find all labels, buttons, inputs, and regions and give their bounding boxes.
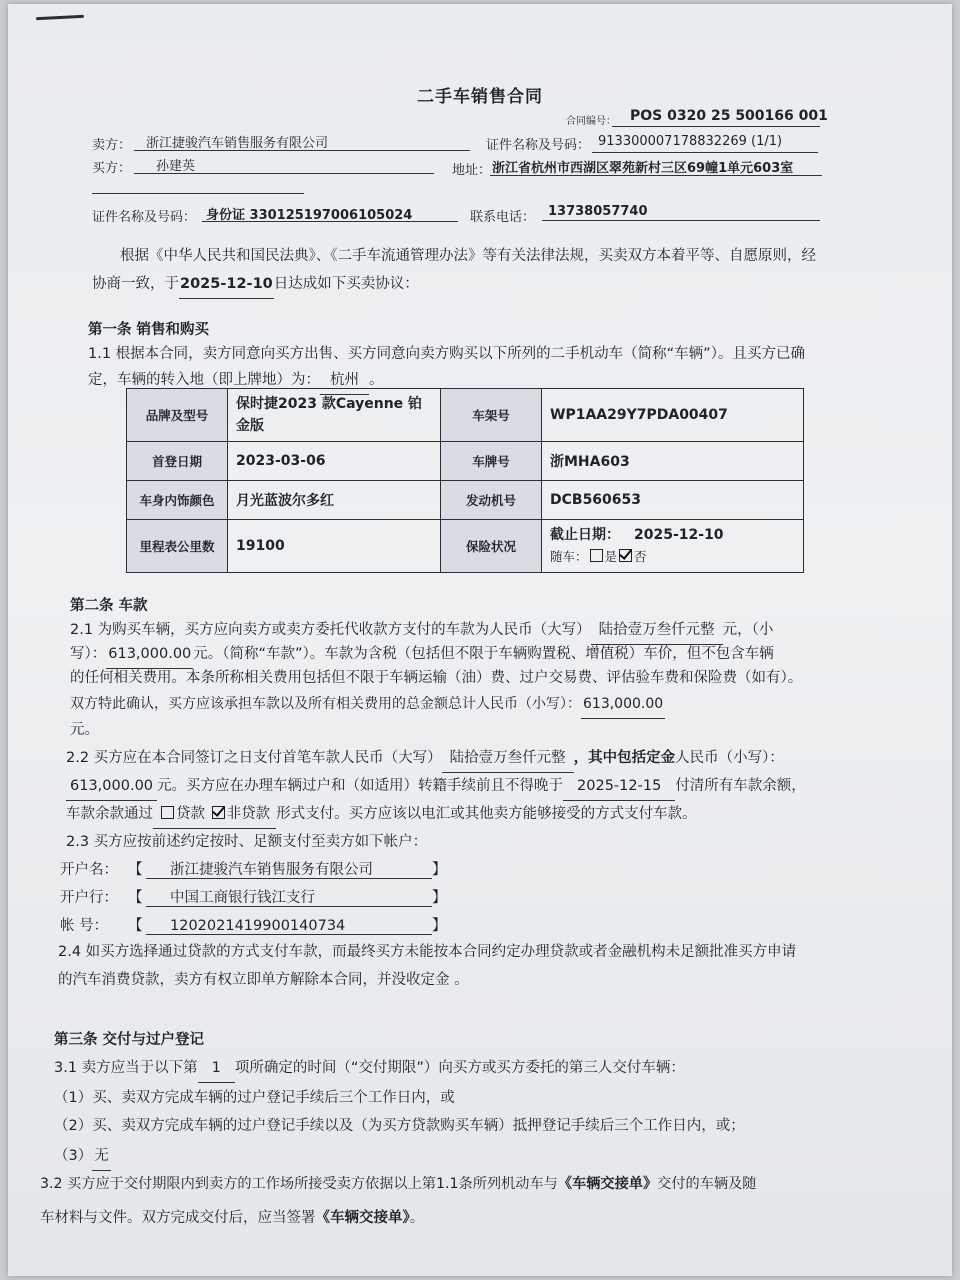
with-car-yes-checkbox	[590, 549, 603, 562]
table-row	[127, 442, 804, 481]
vehicle-plate: 浙MHA603	[542, 442, 804, 481]
table-row	[127, 481, 804, 520]
insurance-label: 保险状况	[441, 520, 542, 573]
article-1-1-line-1: 1.1 根据本合同，卖方同意向买方出售、买方同意向卖方购买以下所列的二手机动车（简称“车辆”）。且买方已确	[88, 346, 805, 362]
article-2-4-line-1: 2.4 如买方选择通过贷款的方式支付车款，而最终买方未能按本合同约定办理贷款或者金融机构未足额批准买方申请	[58, 944, 797, 960]
non-loan-checkbox	[212, 806, 225, 819]
reg-date-label: 首登日期	[127, 442, 228, 481]
loan-checkbox	[161, 806, 174, 819]
article-1-heading: 第一条 销售和购买	[88, 322, 210, 338]
article-2-3: 2.3 买方应按前述约定按时、足额支付至卖方如下帐户：	[66, 834, 428, 850]
table-row	[127, 389, 804, 442]
insurance-due-date: 2025-12-10	[634, 527, 724, 543]
payment-deadline: 2025-12-15	[563, 772, 675, 801]
account-no-label: 帐 号：	[60, 918, 109, 934]
vehicle-mileage: 19100	[228, 520, 441, 573]
article-2-1-line-1: 2.1 为购买车辆，买方应向卖方或卖方委托代收款方支付的车款为人民币（大写） 陆拾壹万叁仟元整 元，（小	[70, 616, 773, 645]
delivery-option-number: 1	[198, 1054, 235, 1083]
registration-city: 杭州	[320, 366, 369, 395]
intro-line-1: 根据《中华人民共和国民法典》、《二手车流通管理办法》等有关法律法规，买卖双方本着平等、自愿原则，经	[120, 248, 816, 264]
option-2: （2）买、卖双方完成车辆的过户登记手续以及（为买方贷款购买车辆）抵押登记手续后三个工作日内，或；	[54, 1118, 745, 1134]
seller-label: 卖方：	[92, 138, 132, 153]
buyer-name: 孙建英	[156, 159, 196, 174]
price-in-words: 陆拾壹万叁仟元整	[591, 616, 723, 645]
mileage-label: 里程表公里数	[127, 520, 228, 573]
color-label: 车身内饰颜色	[127, 481, 228, 520]
article-2-heading: 第二条 车款	[70, 598, 148, 614]
seller-cert: 913300007178832269 (1/1)	[598, 134, 783, 149]
table-row	[127, 520, 804, 573]
insurance-status: 截止日期： 2025-12-10 随车： 是 否	[542, 520, 804, 573]
buyer-addr-label: 地址：	[452, 163, 492, 178]
article-1-1-line-2: 定，车辆的转入地（即上牌地）为： 杭州 。	[88, 366, 384, 395]
contract-no: POS 0320 25 500166 001	[630, 108, 828, 124]
pen-mark	[36, 15, 84, 21]
buyer-phone: 13738057740	[548, 204, 648, 219]
buyer-address: 浙江省杭州市西湖区翠苑新村三区69幢1单元603室	[492, 161, 794, 176]
with-car-no-checkbox	[619, 549, 632, 562]
contract-no-label: 合同编号：	[566, 116, 616, 127]
option-1: （1）买、卖双方完成车辆的过户登记手续后三个工作日内，或	[54, 1090, 455, 1106]
vehicle-model: 保时捷2023 款Cayenne 铂 金版	[228, 389, 441, 442]
vin-label: 车架号	[441, 389, 542, 442]
article-3-2-line-2: 车材料与文件。双方完成交付后，应当签署《车辆交接单》。	[40, 1210, 425, 1226]
seller-cert-label: 证件名称及号码：	[486, 138, 591, 153]
first-payment-amount: 613,000.00	[66, 772, 157, 801]
article-2-1-line-4: 双方特此确认，买方应该承担车款以及所有相关费用的总金额总计人民币（小写）： 613,000.00	[70, 690, 665, 719]
phone-label: 联系电话：	[470, 210, 536, 225]
price-amount: 613,000.00	[106, 640, 193, 669]
agreement-date: 2025-12-10	[179, 270, 274, 299]
article-2-1-line-3: 的任何相关费用。本条所称相关费用包括但不限于车辆运输（油）费、过户交易费、评估验车费和保险费（如有）。	[70, 670, 803, 686]
document-title: 二手车销售合同	[417, 87, 543, 107]
article-2-1-line-5: 元。	[70, 722, 99, 738]
article-2-4-line-2: 的汽车消费贷款，卖方有权立即单方解除本合同，并没收定金 。	[58, 972, 469, 988]
account-name: 浙江捷骏汽车销售服务有限公司	[170, 862, 373, 878]
vehicle-color: 月光蓝波尔多红	[228, 481, 441, 520]
article-2-2-line-1: 2.2 买方应在本合同签订之日支付首笔车款人民币（大写） 陆拾壹万叁仟元整 ，其中包括定金人民币（小写）：	[66, 744, 784, 773]
vehicle-reg-date: 2023-03-06	[228, 442, 441, 481]
model-label: 品牌及型号	[127, 389, 228, 442]
article-2-1-line-2: 写）： 613,000.00 元。（简称“车款”）。车款为含税（包括但不限于车辆购置税、增值税）车价，但不包含车辆	[70, 640, 774, 669]
engine-label: 发动机号	[441, 481, 542, 520]
buyer-cert-label: 证件名称及号码：	[92, 210, 197, 225]
option-3: （3） 无	[54, 1142, 111, 1171]
bank-label: 开户行：	[60, 890, 118, 906]
total-amount: 613,000.00	[581, 690, 665, 719]
vehicle-info-table	[126, 388, 804, 573]
buyer-label: 买方：	[92, 161, 132, 176]
account-name-label: 开户名：	[60, 862, 118, 878]
bank-name: 中国工商银行钱江支行	[170, 890, 315, 906]
article-2-2-line-2: 613,000.00 元。买方应在办理车辆过户和（如适用）转籍手续前且不得晚于 2025-12-15 付清所有车款余额，	[66, 772, 806, 801]
account-number: 1202021419900140734	[170, 918, 346, 934]
first-payment-in-words: 陆拾壹万叁仟元整	[442, 744, 574, 773]
buyer-cert: 身份证 330125197006105024	[206, 208, 413, 223]
vehicle-engine-no: DCB560653	[542, 481, 804, 520]
article-3-2-line-1: 3.2 买方应于交付期限内到卖方的工作场所接受卖方依据以上第1.1条所列机动车与《车辆交接单》交付的车辆及随	[40, 1176, 757, 1192]
article-3-1: 3.1 卖方应当于以下第 1 项所确定的时间（“交付期限”）向买方或买方委托的第三人交付车辆：	[54, 1054, 685, 1083]
vehicle-vin: WP1AA29Y7PDA00407	[542, 389, 804, 442]
contract-page: 二手车销售合同 合同编号： POS 0320 25 500166 001 卖方： 浙江捷骏汽车销售服务有限公司 证件名称及号码： 913300007178832269 (1/1) 买方： 孙建英 地址： 浙江省杭州市西湖区翠苑新村三区69幢1单元603室 证件名称及号码： 身份证 330125197006105024 联系电话： 13738057740 根据《中华人民共和国民法典》、《二手车流通管理办法》等有关法律法规，买卖双方本着平等、自愿原则，经 协商一致，于2025-12-10日达成如下买卖协议： 第一条 销售和购买 1.1 根据本合同，卖方同意向买方出售、买方同意向卖方购买以下所列的二手机动车（简称“车辆”）。且买方已确 定，车辆的转入地（即上牌地）为： 杭州 。 品牌及型号 保时捷2023 款Cayenne 铂 金版 车架号 WP1AA29Y7PDA00407 首登日期 2023-03-06 车牌号 浙MHA603 车身内饰颜色 月光蓝波尔多红 发动机号 DCB560653 里程表公里数 19100 保险状况 截止日期： 2025-12-10 随车： 是 否 第二条 车款 2.1 为购买车辆，买方应向卖方或卖方委托代收款方支付的车款为人民币（大写） 陆拾壹万叁仟元整 元，（小 写）： 613,000.00 元。（简称“车款”）。车款为含税（包括但不限于车辆购置税、增值税）车价，但不包含车辆 的任何相关费用。本条所称相关费用包括但不限于车辆运输（油）费、过户交易费、评估验车费和保险费（如有）。 双方特此确认，买方应该承担车款以及所有相关费用的总金额总计人民币（小写）： 613,000.00 元。 2.2 买方应在本合同签订之日支付首笔车款人民币（大写） 陆拾壹万叁仟元整 ，其中包括定金人民币（小写）： 613,000.00 元。买方应在办理车辆过户和（如适用）转籍手续前且不得晚于 2025-12-15 付清所有车款余额， 车款余款通过 贷款 非贷款 形式支付。买方应该以电汇或其他卖方能够接受的方式支付车款。 2.3 买方应按前述约定按时、足额支付至卖方如下帐户： 开户名： 【 浙江捷骏汽车销售服务有限公司 】 开户行： 【 中国工商银行钱江支行 】 帐 号： 【 1202021419900140734 】 2.4 如买方选择通过贷款的方式支付车款，而最终买方未能按本合同约定办理贷款或者金融机构未足额批准买方申请 的汽车消费贷款，卖方有权立即单方解除本合同，并没收定金 。 第三条 交付与过户登记 3.1 卖方应当于以下第 1 项所确定的时间（“交付期限”）向买方或买方委托的第三人交付车辆： （1）买、卖双方完成车辆的过户登记手续后三个工作日内，或 （2）买、卖双方完成车辆的过户登记手续以及（为买方贷款购买车辆）抵押登记手续后三个工作日内，或； （3） 无 3.2 买方应于交付期限内到卖方的工作场所接受卖方依据以上第1.1条所列机动车与《车辆交接单》交付的车辆及随 车材料与文件。双方完成交付后，应当签署《车辆交接单》。	[8, 4, 952, 1276]
article-2-2-line-3: 车款余款通过 贷款 非贷款 形式支付。买方应该以电汇或其他卖方能够接受的方式支付车款。	[66, 800, 697, 829]
seller-name: 浙江捷骏汽车销售服务有限公司	[146, 136, 329, 151]
intro-line-2: 协商一致，于2025-12-10日达成如下买卖协议：	[92, 270, 419, 299]
plate-label: 车牌号	[441, 442, 542, 481]
article-3-heading: 第三条 交付与过户登记	[54, 1032, 205, 1048]
